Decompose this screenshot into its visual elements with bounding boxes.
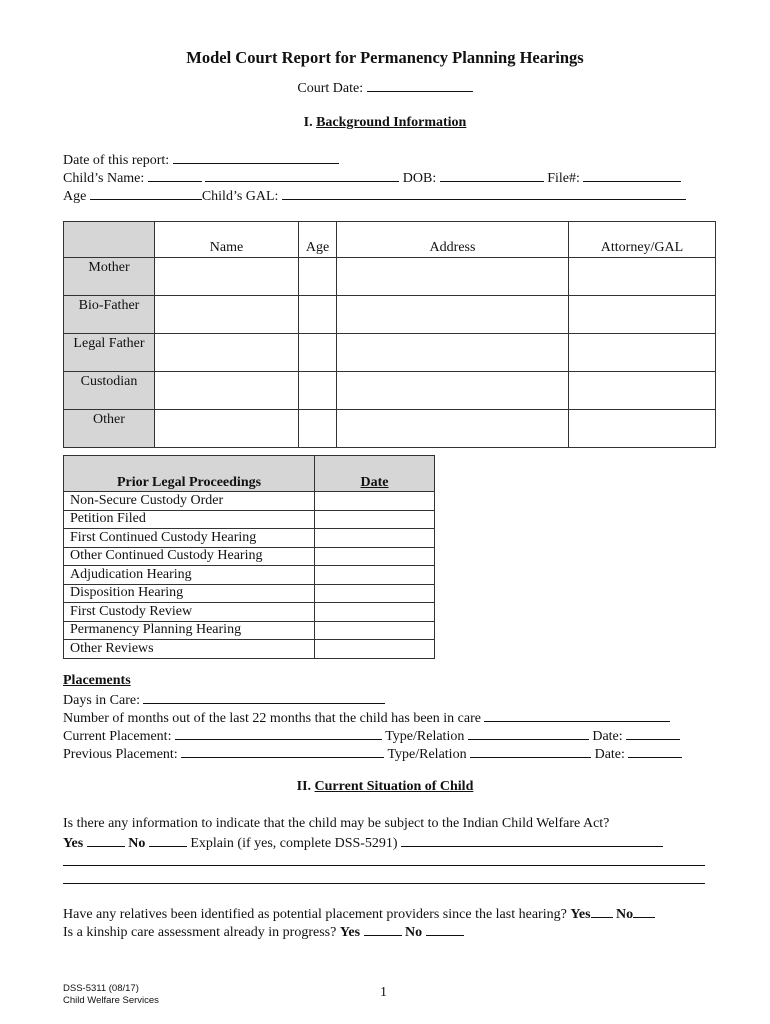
icwa-explain-line-2[interactable] — [63, 883, 705, 884]
prior-header-proceedings: Prior Legal Proceedings — [64, 456, 315, 492]
kinship-row — [63, 923, 464, 941]
prior-header-row — [64, 456, 435, 492]
icwa-explain-blank[interactable] — [401, 834, 663, 847]
custodian-age-cell[interactable] — [299, 372, 337, 410]
proceeding-date-cell[interactable] — [315, 640, 435, 659]
current-type-relation-blank[interactable] — [468, 727, 589, 740]
proceeding-date-cell[interactable] — [315, 603, 435, 622]
table-row — [64, 296, 716, 334]
childs-name-label: Child’s Name: — [63, 171, 145, 186]
row-label-bio-father: Bio-Father — [64, 296, 155, 334]
proceeding-date-cell[interactable] — [315, 621, 435, 640]
other-address-cell[interactable] — [337, 410, 569, 448]
childs-gal-label: Child’s GAL: — [201, 189, 279, 204]
proceeding-label: Disposition Hearing — [64, 584, 315, 603]
current-type-relation-label: Type/Relation — [385, 729, 465, 744]
date-of-report-blank[interactable] — [173, 151, 339, 164]
bio-father-age-cell[interactable] — [299, 296, 337, 334]
icwa-question: Is there any information to indicate that the child may be subject to the Indian Child Welfare Act? — [63, 816, 610, 831]
other-attorney-cell[interactable] — [569, 410, 716, 448]
proceeding-label: Non-Secure Custody Order — [64, 492, 315, 511]
court-date-label: Court Date: — [297, 81, 364, 96]
kinship-yes-label: Yes — [339, 925, 361, 940]
proceeding-date-cell[interactable] — [315, 492, 435, 511]
row-label-custodian: Custodian — [64, 372, 155, 410]
other-name-cell[interactable] — [155, 410, 299, 448]
bio-father-name-cell[interactable] — [155, 296, 299, 334]
days-in-care-blank[interactable] — [143, 691, 385, 704]
proceeding-label: Other Reviews — [64, 640, 315, 659]
form-number: DSS-5311 (08/17) — [63, 983, 139, 994]
months-in-care-blank[interactable] — [484, 709, 670, 722]
section-2-heading — [0, 779, 770, 795]
table-row — [64, 410, 716, 448]
table-row — [64, 529, 435, 548]
row-label-legal-father: Legal Father — [64, 334, 155, 372]
section-1-heading — [0, 115, 770, 131]
relatives-question: Have any relatives been identified as potential placement providers since the last hearing? — [63, 907, 567, 922]
relatives-no-label: No — [616, 907, 634, 922]
previous-placement-blank[interactable] — [181, 745, 384, 758]
age-gal-row — [63, 187, 686, 205]
kinship-question: Is a kinship care assessment already in progress? — [63, 925, 337, 940]
placements-heading: Placements — [63, 673, 131, 688]
days-in-care-label: Days in Care: — [63, 693, 140, 708]
relatives-row — [63, 905, 655, 923]
previous-date-blank[interactable] — [628, 745, 682, 758]
file-number-blank[interactable] — [583, 169, 681, 182]
months-in-care-field — [63, 709, 670, 727]
icwa-yes-label: Yes — [63, 836, 84, 851]
table-row — [64, 566, 435, 585]
mother-attorney-cell[interactable] — [569, 258, 716, 296]
prior-header-date: Date — [315, 456, 435, 492]
proceeding-label: First Continued Custody Hearing — [64, 529, 315, 548]
icwa-yes-blank[interactable] — [87, 834, 125, 847]
row-label-mother: Mother — [64, 258, 155, 296]
table-row — [64, 372, 716, 410]
previous-placement-label: Previous Placement: — [63, 747, 178, 762]
dob-blank[interactable] — [440, 169, 544, 182]
custodian-name-cell[interactable] — [155, 372, 299, 410]
proceeding-label: First Custody Review — [64, 603, 315, 622]
icwa-explain-line-1[interactable] — [63, 865, 705, 866]
proceeding-date-cell[interactable] — [315, 529, 435, 548]
childs-first-name-blank[interactable] — [148, 169, 202, 182]
proceeding-date-cell[interactable] — [315, 510, 435, 529]
table-row — [64, 492, 435, 511]
table-row — [64, 621, 435, 640]
relatives-yes-label: Yes — [570, 907, 591, 922]
kinship-no-label: No — [405, 925, 423, 940]
row-label-other: Other — [64, 410, 155, 448]
mother-address-cell[interactable] — [337, 258, 569, 296]
page-title: Model Court Report for Permanency Planning Hearings — [186, 48, 584, 67]
kinship-no-blank[interactable] — [426, 923, 464, 936]
mother-age-cell[interactable] — [299, 258, 337, 296]
file-label: File#: — [547, 171, 580, 186]
prior-proceedings-table — [63, 455, 435, 659]
court-date-blank[interactable] — [367, 79, 473, 92]
age-label: Age — [63, 189, 87, 204]
date-of-report-label: Date of this report: — [63, 153, 170, 168]
proceeding-label: Adjudication Hearing — [64, 566, 315, 585]
table-row — [64, 510, 435, 529]
kinship-yes-blank[interactable] — [364, 923, 402, 936]
court-date-field — [0, 79, 770, 97]
section-1-number: I. — [303, 115, 313, 130]
section-1-title: Background Information — [316, 115, 467, 130]
table-row — [64, 603, 435, 622]
section-2-title: Current Situation of Child — [314, 779, 474, 794]
page-number: 1 — [380, 985, 387, 1000]
proceeding-label: Permanency Planning Hearing — [64, 621, 315, 640]
date-of-report-field — [63, 151, 339, 169]
previous-type-relation-label: Type/Relation — [387, 747, 467, 762]
childs-last-name-blank[interactable] — [205, 169, 399, 182]
current-date-blank[interactable] — [626, 727, 680, 740]
legal-father-attorney-cell[interactable] — [569, 334, 716, 372]
previous-type-relation-blank[interactable] — [470, 745, 591, 758]
table-row — [64, 584, 435, 603]
child-name-row — [63, 169, 681, 187]
age-blank[interactable] — [90, 187, 202, 200]
proceeding-label: Other Continued Custody Hearing — [64, 547, 315, 566]
footer — [63, 983, 159, 1007]
dob-label: DOB: — [402, 171, 437, 186]
proceeding-date-cell[interactable] — [315, 566, 435, 585]
parties-table — [63, 221, 716, 448]
proceeding-date-cell[interactable] — [315, 584, 435, 603]
legal-father-name-cell[interactable] — [155, 334, 299, 372]
parties-header-name: Name — [155, 222, 299, 258]
legal-father-age-cell[interactable] — [299, 334, 337, 372]
current-placement-label: Current Placement: — [63, 729, 172, 744]
custodian-attorney-cell[interactable] — [569, 372, 716, 410]
proceeding-label: Petition Filed — [64, 510, 315, 529]
mother-name-cell[interactable] — [155, 258, 299, 296]
table-row — [64, 258, 716, 296]
icwa-explain-label: Explain (if yes, complete DSS-5291) — [190, 836, 398, 851]
icwa-answer-row — [63, 834, 663, 852]
custodian-address-cell[interactable] — [337, 372, 569, 410]
bio-father-attorney-cell[interactable] — [569, 296, 716, 334]
agency-name: Child Welfare Services — [63, 995, 159, 1006]
parties-header-age: Age — [299, 222, 337, 258]
table-row — [64, 334, 716, 372]
other-age-cell[interactable] — [299, 410, 337, 448]
months-in-care-label: Number of months out of the last 22 months that the child has been in care — [63, 711, 481, 726]
current-placement-row — [63, 727, 680, 745]
section-2-number: II. — [296, 779, 312, 794]
parties-header-row — [64, 222, 716, 258]
previous-date-label: Date: — [594, 747, 625, 762]
relatives-no-blank[interactable] — [633, 905, 655, 918]
legal-father-address-cell[interactable] — [337, 334, 569, 372]
proceeding-date-cell[interactable] — [315, 547, 435, 566]
current-placement-blank[interactable] — [175, 727, 382, 740]
table-row — [64, 640, 435, 659]
icwa-no-label: No — [128, 836, 146, 851]
parties-header-address: Address — [337, 222, 569, 258]
table-row — [64, 547, 435, 566]
parties-header-attorney-gal: Attorney/GAL — [569, 222, 716, 258]
current-date-label: Date: — [592, 729, 623, 744]
icwa-no-blank[interactable] — [149, 834, 187, 847]
days-in-care-field — [63, 691, 385, 709]
bio-father-address-cell[interactable] — [337, 296, 569, 334]
relatives-yes-blank[interactable] — [591, 905, 613, 918]
previous-placement-row — [63, 745, 682, 763]
childs-gal-blank[interactable] — [282, 187, 686, 200]
parties-corner-cell — [64, 222, 155, 258]
